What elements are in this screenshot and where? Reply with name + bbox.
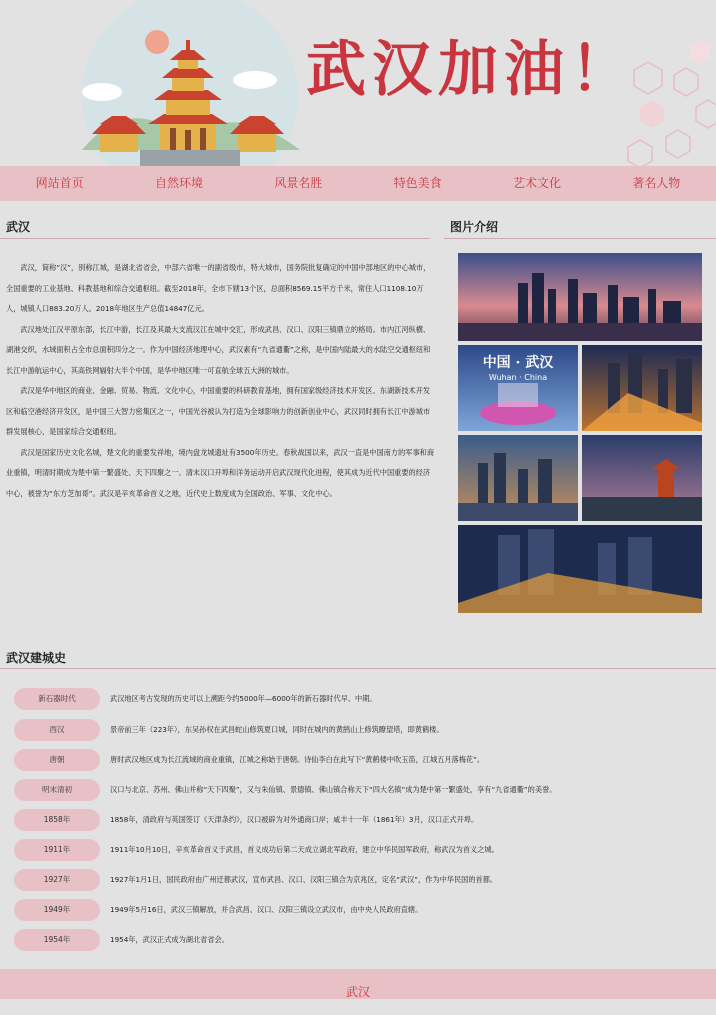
era-description: 汉口与北京、苏州、佛山并称“天下四聚”，又与朱仙镇、景德镇、佛山镇合称天下“四大名镇”成为楚中第一繁盛处，享有“九省通衢”的美誉。	[110, 785, 557, 794]
era-tag: 唐朝	[14, 749, 100, 771]
photo-overlay-cn: 中国 · 武汉	[482, 355, 554, 371]
era-description: 唐时武汉地区成为长江流域的商业重镇，江城之称始于唐朝。诗仙李白在此写下“黄鹤楼中吹玉笛，江城五月落梅花”。	[110, 755, 485, 764]
photo-overlay-en: Wuhan · China	[488, 373, 548, 382]
history-row	[14, 869, 704, 891]
era-tag: 明末清初	[14, 779, 100, 801]
banner-slogan: 武汉加油！	[306, 35, 636, 105]
era-tag: 1911年	[14, 839, 100, 861]
hexagon-decor	[640, 100, 664, 128]
divider	[444, 238, 716, 239]
era-tag: 1954年	[14, 929, 100, 951]
nav-item-home[interactable]: 网站首页	[35, 176, 84, 190]
intro-text	[6, 258, 434, 504]
history-title: 武汉建城史	[6, 651, 67, 665]
history-row	[14, 809, 704, 831]
nav-item-food[interactable]: 特色美食	[393, 176, 442, 190]
nav-item-scenery[interactable]: 风景名胜	[274, 176, 323, 190]
history-row	[14, 719, 704, 741]
era-description: 景帝前三年（223年），东吴孙权在武昌蛇山修筑夏口城，同时在城内的黄鹄山上修筑瞭望塔，即黄鹤楼。	[110, 725, 444, 734]
era-description: 1927年1月1日，国民政府由广州迁都武汉，宣布武昌、汉口、汉阳三镇合为京兆区，定名“武汉”，作为中华民国的首都。	[110, 875, 498, 884]
era-tag: 1927年	[14, 869, 100, 891]
city-photo-collage	[458, 253, 702, 613]
nav-item-culture[interactable]: 艺术文化	[512, 176, 561, 190]
base-wall	[140, 150, 240, 166]
header-banner	[0, 0, 716, 166]
intro-paragraph: 武汉是国家历史文化名城，楚文化的重要发祥地，境内盘龙城遗址有3500年历史。春秋战国以来，武汉一直是中国南方的军事和商业重镇，明清时期成为楚中第一繁盛处、天下四聚之一。清末汉口开埠和洋务运动开启武汉现代化进程，使其成为近代中国重要的经济中心，被誉为“东方芝加哥”。武汉是辛亥革命首义之地，近代史上数度成为全国政治、军事、文化中心。	[6, 447, 435, 498]
pictures-title: 图片介绍	[450, 220, 499, 234]
nav-item-nature[interactable]: 自然环境	[154, 176, 203, 190]
intro-paragraph: 武汉是华中地区的商业、金融、贸易、物流、文化中心，中国重要的科研教育基地，拥有国家级经济技术开发区、东湖新技术开发区和临空港经济开发区，是中国三大智力密集区之一，中国光谷被认为打造为全球影响力的创新创业中心，武汉同时拥有长江中游城市群发展核心，是国家综合交通枢纽。	[6, 386, 431, 436]
era-description: 1954年，武汉正式成为湖北省省会。	[110, 935, 229, 944]
intro-title: 武汉	[6, 220, 31, 234]
era-tag: 1858年	[14, 809, 100, 831]
nav-item-people[interactable]: 著名人物	[632, 176, 681, 190]
intro-paragraph: 武汉，简称“汉”，别称江城，是湖北省省会，中部六省唯一的副省级市，特大城市，国务院批复确定的中国中部地区的中心城市，全国重要的工业基地、科教基地和综合交通枢纽。截至2018年，全市下辖13个区，总面积8569.15平方千米，常住人口1108.10万人，城镇人口883.20万人。2018年地区生产总值14847亿元。	[6, 263, 431, 313]
hexagon-decor	[690, 40, 710, 64]
history-row	[14, 779, 704, 801]
era-description: 1858年，清政府与英国签订《天津条约》，汉口被辟为对外通商口岸；咸丰十一年（1861年）3月，汉口正式开埠。	[110, 815, 479, 824]
cloud-icon	[233, 71, 277, 89]
era-description: 1911年10月10日，辛亥革命首义于武昌，首义成功后第二天成立湖北军政府，建立中华民国军政府，称武汉为首义之城。	[110, 845, 499, 854]
sun-icon	[145, 30, 169, 54]
era-tag: 西汉	[14, 719, 100, 741]
history-row	[14, 929, 704, 951]
divider	[0, 238, 430, 239]
history-row	[14, 899, 704, 921]
divider	[0, 668, 716, 669]
era-tag: 1949年	[14, 899, 100, 921]
history-row	[14, 839, 704, 861]
main-nav	[0, 166, 716, 201]
era-description: 1949年5月16日，武汉三镇解放，并合武昌、汉口、汉阳三镇设立武汉市，由中央人民政府直辖。	[110, 905, 423, 914]
footer: 武汉	[0, 969, 716, 999]
era-tag: 新石器时代	[14, 688, 100, 710]
history-row	[14, 688, 704, 710]
intro-paragraph: 武汉地处江汉平原东部，长江中游，长江及其最大支流汉江在城中交汇，形成武昌、汉口、汉阳三镇鼎立的格局。市内江河纵横、湖港交织，水域面积占全市总面积四分之一。作为中国经济地理中心，武汉素有“九省通衢”之称，是中国内陆最大的水陆空交通枢纽和长江中游航运中心，其高铁网辐射大半个中国，是华中地区唯一可直航全球五大洲的城市。	[6, 324, 431, 375]
cloud-icon	[82, 83, 122, 101]
history-row	[14, 749, 704, 771]
era-description: 武汉地区考古发现的历史可以上溯距今约5000年—6000年的新石器时代早、中期。	[110, 694, 377, 703]
